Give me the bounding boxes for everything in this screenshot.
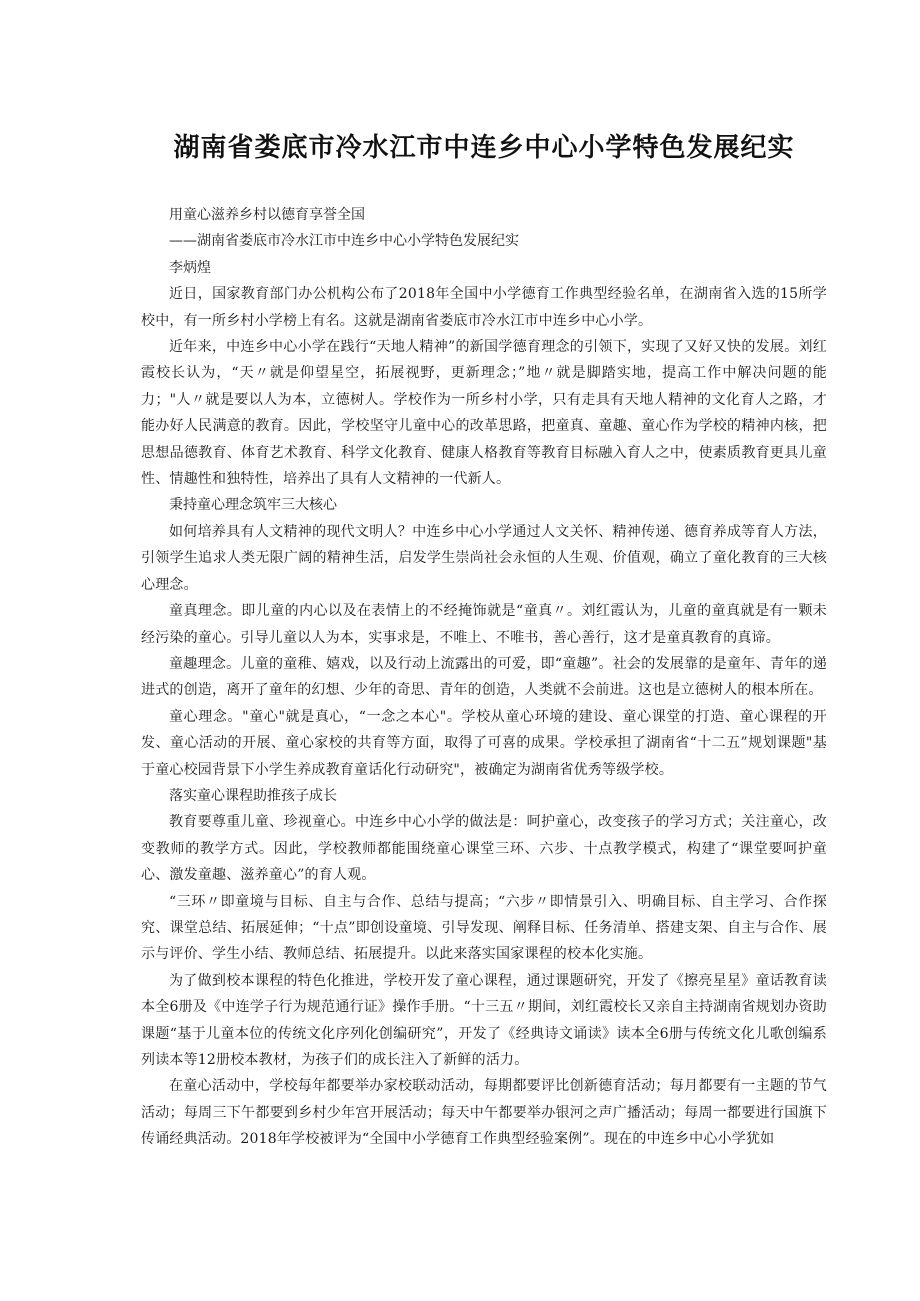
- paragraph: 如何培养具有人文精神的现代文明人？中连乡中心小学通过人文关怀、精神传递、德育养成等育人方法，引领学生追求人类无限广阔的精神生活，启发学生崇尚社会永恒的人生观、价值观，确立了童化教育的三大核心理念。: [141, 523, 827, 593]
- paragraph: 为了做到校本课程的特色化推进，学校开发了童心课程，通过课题研究，开发了《擦亮星星》童话教育读本全6册及《中连学子行为规范通行证》操作手册。“十三五〃期间，刘红霞校长又亲自主持湖南省规划办资助课题“基于儿童本位的传统文化序列化创编研究”，开发了《经典诗文诵读》读本全6册与传统文化儿歌创编系列读本等12册校本教材，为孩子们的成长注入了新鲜的活力。: [141, 972, 827, 1068]
- paragraph: 教育要尊重儿童、珍视童心。中连乡中心小学的做法是：呵护童心，改变孩子的学习方式；关注童心，改变教师的教学方式。因此，学校教师都能围绕童心课堂三环、六步、十点教学模式，构建了“课堂要呵护童心、激发童趣、滋养童心”的育人观。: [141, 814, 827, 884]
- subtitle-secondary: ——湖南省娄底市冷水江市中连乡中心小学特色发展纪实: [169, 233, 519, 250]
- paragraph: 童趣理念。儿童的童稚、嬉戏，以及行动上流露出的可爱，即“童趣”。社会的发展靠的是童年、青年的递进式的创造，离开了童年的幻想、少年的奇思、青年的创造，人类就不会前进。这也是立德树人的根本所在。: [141, 655, 827, 699]
- paragraph: 童真理念。即儿童的内心以及在表情上的不经掩饰就是“童真〃。刘红霞认为，儿童的童真就是有一颗未经污染的童心。引导儿童以人为本，实事求是，不唯上、不唯书，善心善行，这才是童真教育的真谛。: [141, 603, 827, 646]
- paragraph: “三环〃即童境与目标、自主与合作、总结与提高；“六步〃即情景引入、明确目标、自主学习、合作探究、课堂总结、拓展延伸；“十点”即创设童境、引导发现、阐释目标、任务清单、搭建支架、自主与合作、展示与评价、学生小结、教师总结、拓展提升。以此来落实国家课程的校本化实施。: [141, 893, 827, 963]
- document-page: [141, 128, 827, 1153]
- paragraph: 近日，国家教育部门办公机构公布了2018年全国中小学德育工作典型经验名单，在湖南省入选的15所学校中，有一所乡村小学榜上有名。这就是湖南省娄底市冷水江市中连乡中心小学。: [141, 286, 827, 329]
- paragraph: 在童心活动中，学校每年都要举办家校联动活动，每期都要评比创新德育活动；每月都要有一主题的节气活动；每周三下午都要到乡村少年宫开展活动；每天中午都要举办银河之声广播活动；每周一都要进行国旗下传诵经典活动。2018年学校被评为“全国中小学德育工作典型经验案例”。现在的中连乡中心小学犹如: [141, 1078, 827, 1148]
- author-name: 李炳煌: [169, 259, 211, 276]
- paragraph: 童心理念。"童心"就是真心，“一念之本心"。学校从童心环境的建设、童心课堂的打造、童心课程的开发、童心活动的开展、童心家校的共育等方面，取得了可喜的成果。学校承担了湖南省“十二五”规划课题"基于童心校园背景下小学生养成教育童话化行动研究"，被确定为湖南省优秀等级学校。: [141, 708, 827, 778]
- section-heading: 落实童心课程助推孩子成长: [169, 787, 337, 804]
- section-heading: 秉持童心理念筑牢三大核心: [169, 497, 337, 514]
- subtitle-main: 用童心滋养乡村以德育享誉全国: [169, 207, 365, 223]
- document-title: 湖南省娄底市冷水江市中连乡中心小学特色发展纪实: [173, 133, 795, 163]
- paragraph: 近年来，中连乡中心小学在践行“天地人精神”的新国学德育理念的引领下，实现了又好又快的发展。刘红霞校长认为，“天〃就是仰望星空，拓展视野，更新理念；”地〃就是脚踏实地，提高工作中解决问题的能力；"人〃就是要以人为本，立德树人。学校作为一所乡村小学，只有走具有天地人精神的文化育人之路，才能办好人民满意的教育。因此，学校坚守儿童中心的改革思路，把童真、童趣、童心作为学校的精神内核，把思想品德教育、体育艺术教育、科学文化教育、健康人格教育等教育目标融入育人之中，使素质教育更具儿童性、情趣性和独特性，培养出了具有人文精神的一代新人。: [141, 339, 827, 488]
